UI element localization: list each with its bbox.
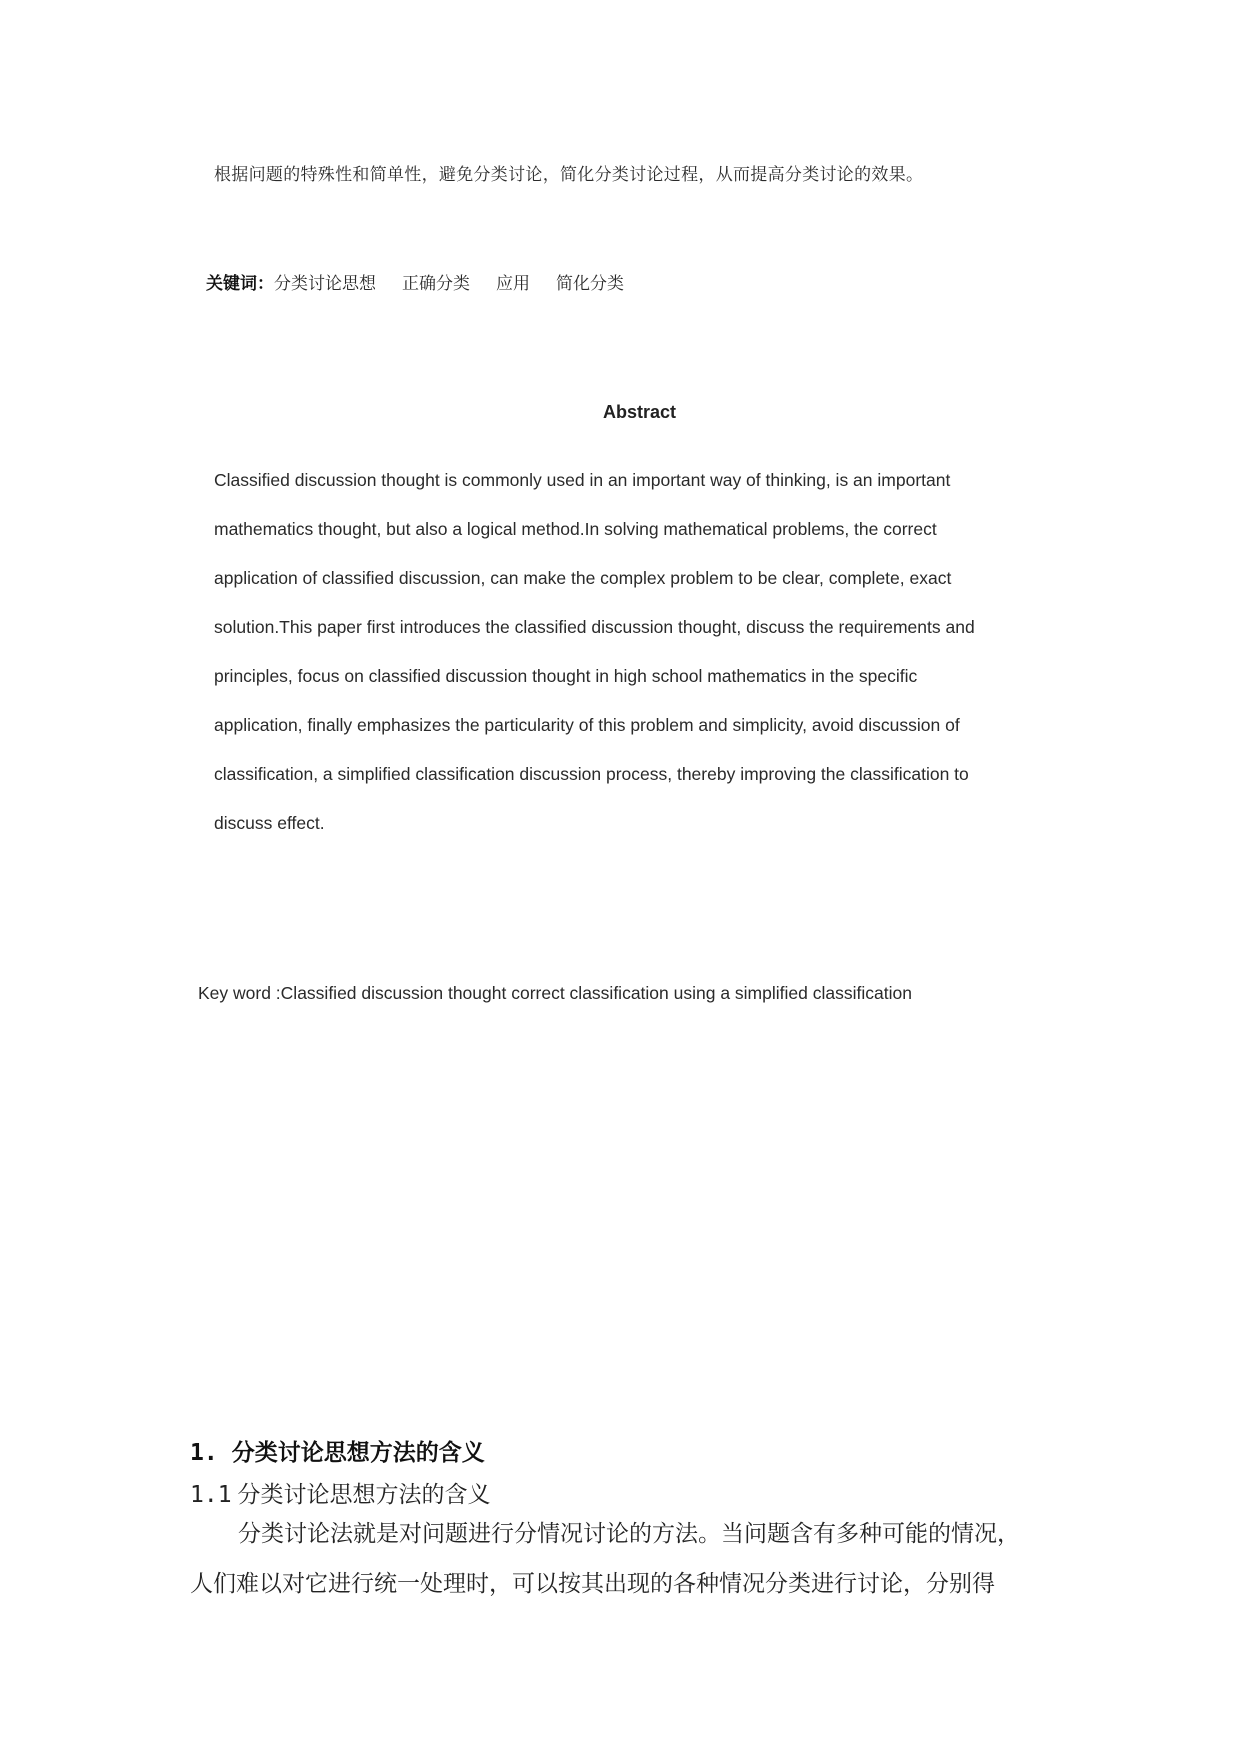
chinese-keyword: 正确分类 [402, 274, 470, 294]
body-line: 人们难以对它进行统一处理时，可以按其出现的各种情况分类进行讨论，分别得 [190, 1571, 995, 1597]
abstract-line: Classified discussion thought is commonly used in an important way of thinking, is an important [214, 470, 951, 490]
body-line: 分类讨论法就是对问题进行分情况讨论的方法。当问题含有多种可能的情况， [238, 1521, 1020, 1547]
english-keywords: Key word :Classified discussion thought correct classification using a simplified classification [198, 983, 912, 1003]
abstract-body [214, 463, 975, 855]
abstract-title: Abstract [602, 402, 677, 422]
abstract-line: application, finally emphasizes the particularity of this problem and simplicity, avoid discussion of [214, 715, 960, 735]
abstract-line: discuss effect. [214, 813, 325, 833]
abstract-line: application of classified discussion, can make the complex problem to be clear, complete, exact [214, 568, 952, 588]
subsection-title: 分类讨论思想方法的含义 [237, 1482, 491, 1508]
chinese-keywords-label: 关键词： [206, 274, 274, 294]
abstract-line: solution.This paper first introduces the classified discussion thought, discuss the requirements and [214, 617, 975, 637]
abstract-line: classification, a simplified classification discussion process, thereby improving the classification to [214, 764, 969, 784]
chinese-abstract-closing-line: 根据问题的特殊性和简单性，避免分类讨论，简化分类讨论过程，从而提高分类讨论的效果。 [214, 165, 924, 185]
chinese-keyword: 应用 [496, 274, 530, 294]
chinese-keyword: 简化分类 [556, 274, 624, 294]
section-heading [190, 1434, 485, 1467]
chinese-keywords [206, 269, 650, 294]
subsection-heading [190, 1476, 491, 1509]
abstract-line: mathematics thought, but also a logical method.In solving mathematical problems, the correct [214, 519, 937, 539]
abstract-line: principles, focus on classified discussion thought in high school mathematics in the specific [214, 666, 918, 686]
section-body [190, 1514, 1020, 1614]
chinese-keyword: 分类讨论思想 [274, 274, 376, 294]
subsection-number: 1.1 [190, 1482, 232, 1508]
section-title: 分类讨论思想方法的含义 [231, 1440, 485, 1466]
section-number: 1. [190, 1440, 218, 1466]
